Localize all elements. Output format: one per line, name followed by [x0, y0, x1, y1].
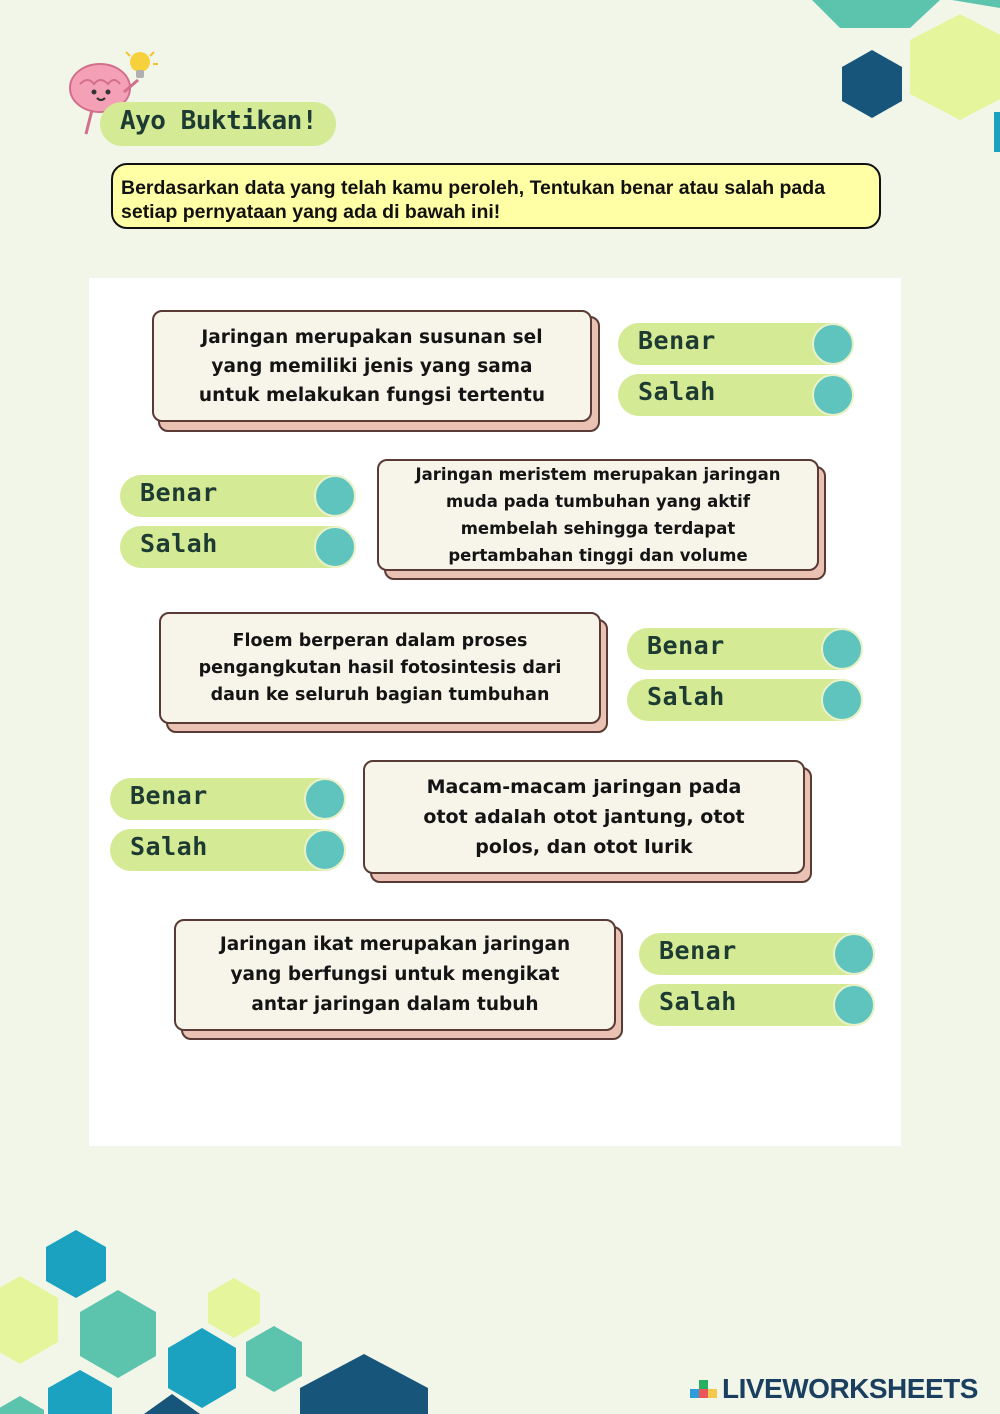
statement-3-benar-option[interactable]: Benar — [627, 628, 863, 670]
answer-circle[interactable] — [821, 679, 863, 721]
liveworksheets-brand — [690, 1374, 978, 1404]
decor-hexagons-top — [800, 0, 1000, 160]
statement-card-2 — [377, 459, 819, 571]
liveworksheets-logo-icon — [690, 1376, 718, 1402]
answer-circle[interactable] — [314, 475, 356, 517]
statement-text-2: Jaringan meristem merupakan jaringan muda pada tumbuhan yang aktif membelah sehingga terdapat pertambahan tinggi dan volume — [415, 465, 781, 565]
statement-text-3: Floem berperan dalam proses pengangkutan hasil fotosintesis dari daun ke seluruh bagian tumbuhan — [198, 630, 562, 705]
statement-1-salah-option[interactable]: Salah — [618, 374, 854, 416]
instruction-box — [111, 163, 881, 229]
statement-text-1: Jaringan merupakan susunan sel yang memiliki jenis yang sama untuk melakukan fungsi tertentu — [198, 326, 546, 406]
decor-hexagons-bottom — [0, 1220, 440, 1414]
statement-5-salah-option[interactable]: Salah — [639, 984, 875, 1026]
statement-5-benar-option[interactable]: Benar — [639, 933, 875, 975]
statement-text-5: Jaringan ikat merupakan jaringan yang berfungsi untuk mengikat antar jaringan dalam tubuh — [219, 934, 571, 1015]
answer-circle[interactable] — [304, 778, 346, 820]
brand-text: LIVEWORKSHEETS — [722, 1373, 978, 1404]
statement-3-salah-option[interactable]: Salah — [627, 679, 863, 721]
page-title: Ayo Buktikan! — [120, 106, 317, 136]
answer-circle[interactable] — [314, 526, 356, 568]
answer-circle[interactable] — [812, 323, 854, 365]
instruction-text: Berdasarkan data yang telah kamu peroleh, Tentukan benar atau salah pada setiap pernyataan yang ada di bawah ini! — [121, 177, 826, 223]
statement-card-3 — [159, 612, 601, 724]
statement-4-salah-option[interactable]: Salah — [110, 829, 346, 871]
statement-card-5 — [174, 919, 616, 1031]
statement-1-benar-option[interactable]: Benar — [618, 323, 854, 365]
answer-circle[interactable] — [821, 628, 863, 670]
answer-circle[interactable] — [833, 933, 875, 975]
statement-text-4: Macam-macam jaringan pada otot adalah otot jantung, otot polos, dan otot lurik — [423, 776, 745, 858]
statement-2-benar-option[interactable]: Benar — [120, 475, 356, 517]
answer-circle[interactable] — [812, 374, 854, 416]
statement-card-1 — [152, 310, 592, 422]
answer-circle[interactable] — [833, 984, 875, 1026]
statement-2-salah-option[interactable]: Salah — [120, 526, 356, 568]
statement-4-benar-option[interactable]: Benar — [110, 778, 346, 820]
answer-circle[interactable] — [304, 829, 346, 871]
statement-card-4 — [363, 760, 805, 874]
